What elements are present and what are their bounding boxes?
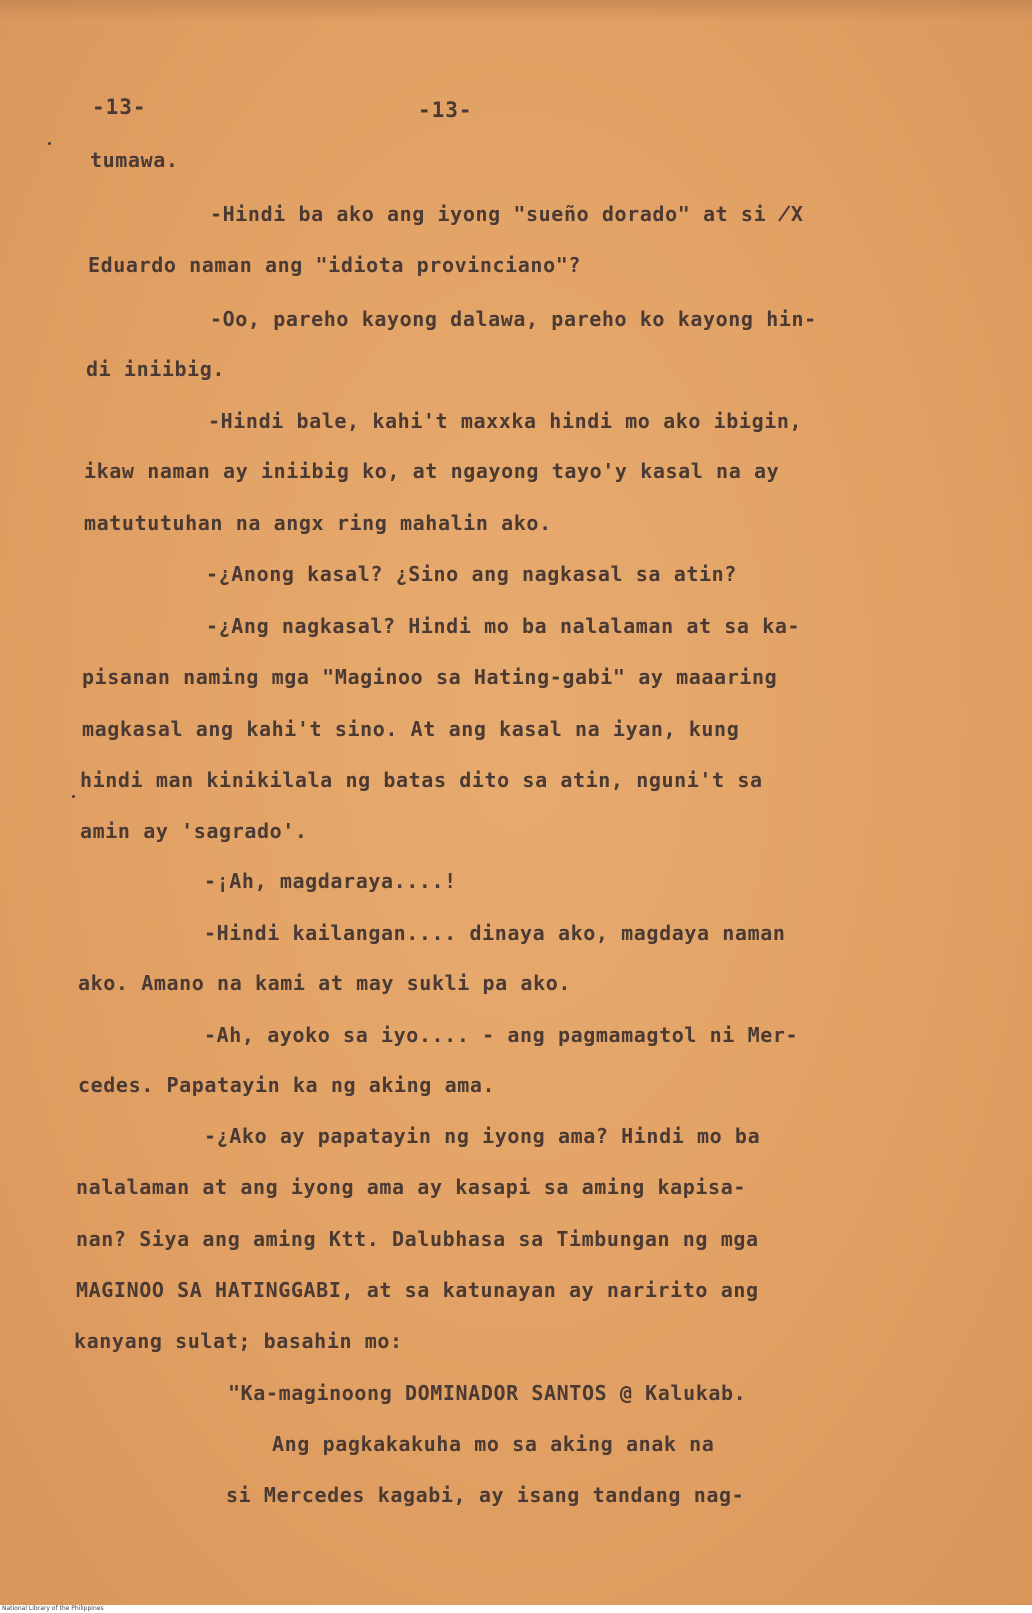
text-line: -¿Anong kasal? ¿Sino ang nagkasal sa atin? bbox=[206, 562, 737, 586]
text-line: pisanan naming mga "Maginoo sa Hating-gabi" ay maaaring bbox=[82, 665, 778, 689]
text-line: -Hindi bale, kahi't maxxka hindi mo ako ibigin, bbox=[208, 409, 803, 433]
page-number-center: -13- bbox=[418, 98, 473, 122]
text-line: "Ka-maginoong DOMINADOR SANTOS @ Kalukab. bbox=[228, 1381, 747, 1405]
text-line: -¿Ako ay papatayin ng iyong ama? Hindi mo ba bbox=[204, 1124, 761, 1148]
text-line: -Oo, pareho kayong dalawa, pareho ko kayong hin- bbox=[210, 307, 817, 331]
text-line: hindi man kinikilala ng batas dito sa atin, nguni't sa bbox=[80, 768, 763, 792]
page-number-left: -13- bbox=[92, 95, 147, 119]
ink-speck bbox=[72, 795, 75, 798]
text-line: di iniibig. bbox=[86, 357, 226, 381]
text-line: -¡Ah, magdaraya....! bbox=[204, 869, 457, 893]
text-line: Ang pagkakakuha mo sa aking anak na bbox=[272, 1432, 715, 1456]
text-line: MAGINOO SA HATINGGABI, at sa katunayan ay naririto ang bbox=[76, 1278, 759, 1302]
text-line: kanyang sulat; basahin mo: bbox=[74, 1329, 403, 1353]
footer-credit: National Library of the Philippines bbox=[0, 1605, 1032, 1613]
ink-speck bbox=[48, 142, 51, 145]
text-line: -Hindi kailangan.... dinaya ako, magdaya naman bbox=[204, 921, 786, 945]
text-line: magkasal ang kahi't sino. At ang kasal na iyan, kung bbox=[82, 717, 740, 741]
text-line: tumawa. bbox=[90, 148, 179, 172]
text-line: -¿Ang nagkasal? Hindi mo ba nalalaman at sa ka- bbox=[206, 614, 801, 638]
text-line: -Hindi ba ako ang iyong "sueño dorado" at si ̸X bbox=[210, 202, 804, 226]
text-line: nalalaman at ang iyong ama ay kasapi sa aming kapisa- bbox=[76, 1175, 746, 1199]
text-line: ikaw naman ay iniibig ko, at ngayong tayo'y kasal na ay bbox=[84, 459, 780, 483]
text-line: amin ay 'sagrado'. bbox=[80, 819, 308, 843]
text-line: si Mercedes kagabi, ay isang tandang nag- bbox=[226, 1483, 745, 1507]
text-line: -Ah, ayoko sa iyo.... - ang pagmamagtol ni Mer- bbox=[204, 1023, 799, 1047]
text-line: Eduardo naman ang "idiota provinciano"? bbox=[88, 253, 581, 277]
text-line: ako. Amano na kami at may sukli pa ako. bbox=[78, 971, 571, 995]
text-line: cedes. Papatayin ka ng aking ama. bbox=[78, 1073, 496, 1097]
text-line: matututuhan na angx ring mahalin ako. bbox=[84, 511, 552, 535]
text-line: nan? Siya ang aming Ktt. Dalubhasa sa Timbungan ng mga bbox=[76, 1227, 759, 1251]
